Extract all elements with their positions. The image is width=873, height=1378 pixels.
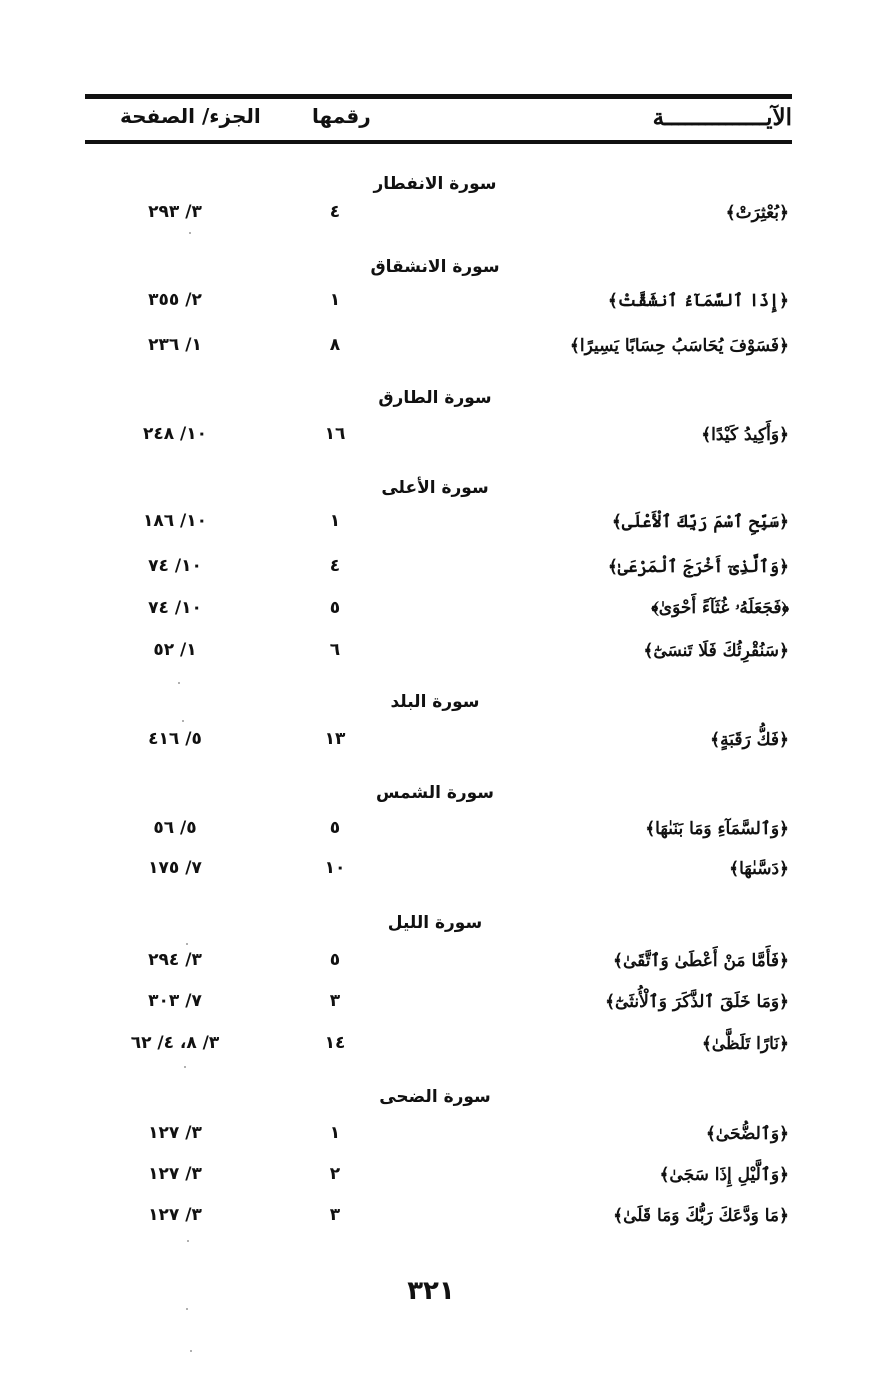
scan-speck — [184, 1066, 186, 1068]
verse-text: ﴿وَٱلَّذِىٓ أَخْرَجَ ٱلْمَرْعَىٰ﴾ — [607, 557, 789, 577]
verse-row — [0, 1205, 873, 1245]
header-reference-label: الجزء/ الصفحة — [120, 104, 261, 128]
header-verse-label: الآيـــــــــــــــة — [652, 104, 792, 131]
scan-speck — [186, 943, 188, 945]
verse-number: ٤ — [329, 556, 341, 576]
verse-number: ١ — [329, 511, 341, 531]
verse-text: ﴿فَجَعَلَهُۥ غُثَآءً أَحْوَىٰ﴾ — [651, 598, 789, 618]
scan-speck — [178, 682, 180, 684]
verse-text: ﴿وَٱلَّيْلِ إِذَا سَجَىٰ﴾ — [659, 1165, 789, 1185]
verse-reference: ٣/ ٢٩٣ — [148, 202, 202, 222]
verse-row — [0, 424, 873, 464]
scan-speck — [186, 1308, 188, 1310]
verse-reference: ٣/ ٨، ٤/ ٦٢ — [130, 1033, 220, 1053]
verse-row — [0, 335, 873, 375]
verse-row — [0, 1123, 873, 1163]
verse-number: ٥ — [329, 818, 341, 838]
surah-heading: سورة الأعلى — [381, 478, 489, 498]
verse-number: ١٦ — [324, 424, 346, 444]
verse-row — [0, 950, 873, 990]
verse-text: ﴿فَكُّ رَقَبَةٍ﴾ — [710, 730, 789, 750]
verse-text: ﴿وَٱلضُّحَىٰ﴾ — [705, 1124, 789, 1144]
verse-reference: ١/ ٢٣٦ — [148, 335, 202, 355]
verse-number: ٤ — [329, 202, 341, 222]
verse-number: ٣ — [329, 1205, 341, 1225]
verse-row — [0, 640, 873, 680]
verse-reference: ٥/ ٤١٦ — [148, 729, 202, 749]
verse-reference: ٢/ ٣٥٥ — [148, 290, 202, 310]
surah-heading: سورة البلد — [390, 692, 480, 712]
verse-row — [0, 1033, 873, 1073]
verse-number: ٥ — [329, 598, 341, 618]
verse-reference: ٧/ ١٧٥ — [148, 858, 202, 878]
surah-heading: سورة الانشقاق — [370, 257, 500, 277]
verse-text: ﴿سَبِّحِ ٱسْمَ رَبِّكَ ٱلْأَعْلَى﴾ — [611, 512, 789, 532]
verse-number: ١٣ — [324, 729, 346, 749]
verse-number: ١ — [329, 290, 341, 310]
verse-text: ﴿وَأَكِيدُ كَيْدًا﴾ — [701, 425, 789, 445]
verse-reference: ١/ ٥٢ — [153, 640, 197, 660]
verse-text: ﴿سَنُقْرِئُكَ فَلَا تَنسَىٰٓ﴾ — [643, 641, 789, 661]
verse-number: ١٠ — [324, 858, 346, 878]
verse-row — [0, 818, 873, 858]
scan-speck — [182, 720, 184, 722]
verse-row — [0, 1164, 873, 1204]
verse-reference: ١٠/ ١٨٦ — [142, 511, 208, 531]
verse-text: ﴿دَسَّىٰهَا﴾ — [729, 859, 789, 879]
verse-text: ﴿بُعْثِرَتْ﴾ — [725, 203, 789, 223]
verse-text: ﴿فَسَوْفَ يُحَاسَبُ حِسَابًا يَسِيرًا﴾ — [569, 336, 789, 356]
verse-reference: ١٠/ ٢٤٨ — [142, 424, 208, 444]
page-number: ٣٢١ — [407, 1276, 455, 1306]
verse-reference: ١٠/ ٧٤ — [148, 598, 202, 618]
verse-reference: ٣/ ١٢٧ — [148, 1205, 202, 1225]
verse-number: ٥ — [329, 950, 341, 970]
verse-number: ٢ — [329, 1164, 341, 1184]
surah-heading: سورة الانفطار — [373, 174, 497, 194]
verse-row — [0, 511, 873, 551]
scan-speck — [187, 1240, 189, 1242]
verse-row — [0, 991, 873, 1031]
verse-row — [0, 556, 873, 596]
verse-reference: ٣/ ٢٩٤ — [148, 950, 202, 970]
scan-speck — [190, 1350, 192, 1352]
scan-speck — [189, 232, 191, 234]
verse-reference: ٥/ ٥٦ — [153, 818, 197, 838]
verse-reference: ٧/ ٣٠٣ — [148, 991, 202, 1011]
verse-number: ١ — [329, 1123, 341, 1143]
verse-number: ١٤ — [324, 1033, 346, 1053]
surah-heading: سورة الطارق — [378, 388, 492, 408]
verse-row — [0, 290, 873, 330]
verse-reference: ٣/ ١٢٧ — [148, 1123, 202, 1143]
verse-number: ٨ — [329, 335, 341, 355]
verse-text: ﴿وَٱلسَّمَآءِ وَمَا بَنَىٰهَا﴾ — [645, 819, 789, 839]
header-number-label: رقمها — [312, 104, 371, 128]
header-bottom-rule — [85, 140, 792, 144]
verse-row — [0, 729, 873, 769]
verse-text: ﴿نَارًا تَلَظَّىٰ﴾ — [701, 1034, 789, 1054]
verse-number: ٣ — [329, 991, 341, 1011]
verse-reference: ١٠/ ٧٤ — [148, 556, 202, 576]
verse-row — [0, 858, 873, 898]
surah-heading: سورة الشمس — [375, 783, 495, 803]
verse-text: ﴿إِذَا ٱلسَّمَآءُ ٱنشَقَّتْ﴾ — [607, 291, 789, 311]
verse-number: ٦ — [329, 640, 341, 660]
verse-text: ﴿وَمَا خَلَقَ ٱلذَّكَرَ وَٱلْأُنثَىٰٓ﴾ — [605, 992, 789, 1012]
verse-text: ﴿مَا وَدَّعَكَ رَبُّكَ وَمَا قَلَىٰ﴾ — [613, 1206, 789, 1226]
header-top-rule — [85, 94, 792, 99]
verse-row — [0, 202, 873, 242]
surah-heading: سورة الضحى — [379, 1087, 491, 1107]
verse-text: ﴿فَأَمَّا مَنْ أَعْطَىٰ وَٱتَّقَىٰ﴾ — [613, 951, 789, 971]
verse-row — [0, 598, 873, 638]
surah-heading: سورة الليل — [387, 913, 483, 933]
verse-reference: ٣/ ١٢٧ — [148, 1164, 202, 1184]
